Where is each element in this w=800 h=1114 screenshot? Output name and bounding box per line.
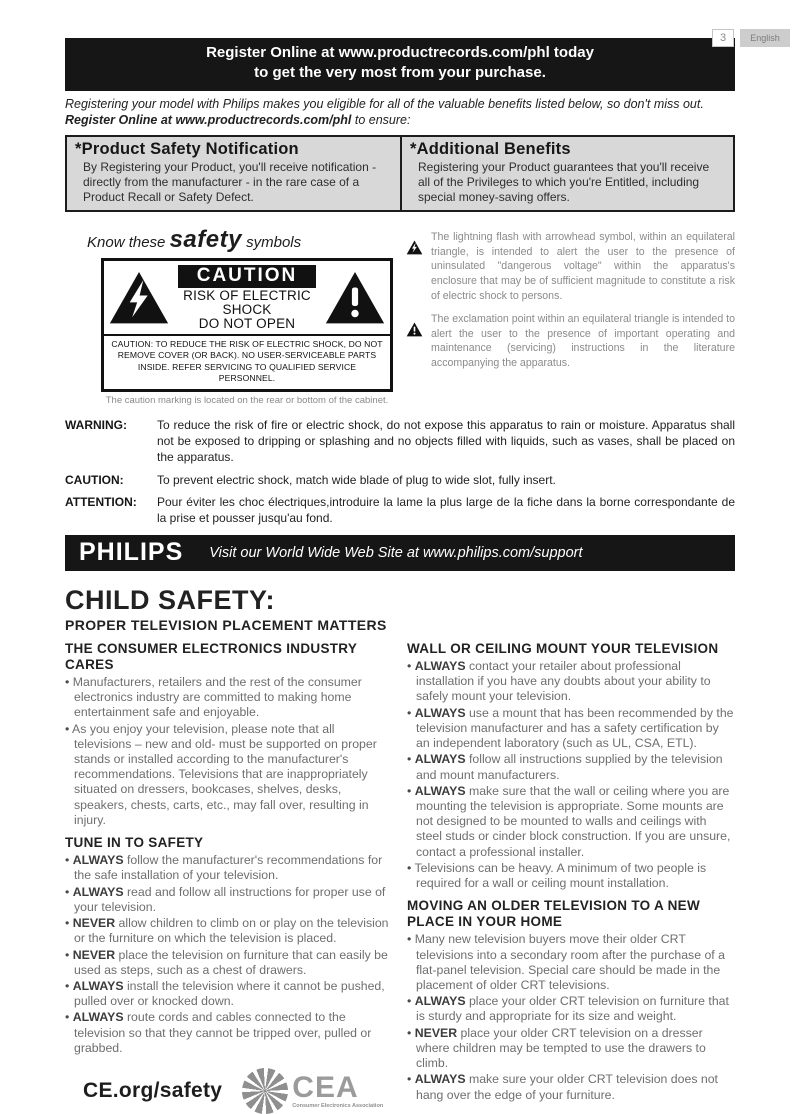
cea-logo (242, 1068, 383, 1114)
bullet-text: read and follow all instructions for proper use of your television. (74, 884, 386, 914)
bullet-text: follow all instructions supplied by the television and mount manufacturers. (416, 752, 723, 782)
list-item (407, 706, 735, 752)
bullet-text: route cords and cables connected to the television so that they cannot be tripped over, pulled or grabbed. (74, 1010, 372, 1055)
risk-line2: DO NOT OPEN (198, 316, 296, 332)
bullet-lead: ALWAYS (414, 658, 469, 673)
page-number: 3 (712, 29, 734, 47)
register-intro-line1: Registering your model with Philips makes you eligible for all of the valuable benefits listed below, so don't miss out. (65, 96, 704, 111)
bullet-lead: ALWAYS (72, 1010, 127, 1025)
bullet-text: place your older CRT television on furniture that is sturdy and appropriate for its size and weight. (416, 994, 729, 1024)
know-symbols-heading (87, 226, 400, 254)
caution-caption: The caution marking is located on the rear or bottom of the cabinet. (105, 395, 389, 407)
list-item (65, 948, 393, 978)
bullet-text: Televisions can be heavy. A minimum of two people is required for a wall or ceiling mount installation. (414, 860, 707, 891)
exclamation-triangle-icon (324, 270, 386, 326)
benefit-right-body: Registering your Product guarantees that you'll receive all of the Privileges to which you're Entitled, including special money-saving offers. (418, 160, 710, 204)
caution-word: CAUTION (178, 265, 316, 288)
benefits-box (65, 135, 735, 212)
benefit-product-safety (67, 137, 400, 210)
right-column (407, 641, 735, 1114)
list-item (407, 932, 735, 993)
section-heading-moving-tv: MOVING AN OLDER TELEVISION TO A NEW PLACE IN YOUR HOME (407, 898, 701, 930)
tune-in-list (65, 853, 393, 1056)
list-item (65, 853, 393, 883)
bullet-text: place your older CRT television on a dresser where children may be tempted to use the drawers to climb. (416, 1025, 706, 1071)
caution-graphic-area (65, 226, 400, 406)
child-safety-columns (65, 641, 735, 1114)
list-item (407, 861, 735, 891)
bullet-lead: ALWAYS (414, 994, 469, 1009)
philips-tagline: Visit our World Wide Web Site at www.philips.com/support (209, 544, 583, 561)
section-heading-industry-cares: THE CONSUMER ELECTRONICS INDUSTRY CARES (65, 640, 357, 672)
cea-wordmark (292, 1070, 384, 1109)
list-item (407, 659, 735, 705)
exclamation-explanation-text: The exclamation point within an equilateral triangle is intended to alert the user to the presence of important operating and maintenance (servicing) instructions in the literature accompanying the apparatus. (431, 313, 735, 369)
bullet-lead: ALWAYS (414, 783, 469, 798)
wall-mount-list (407, 659, 735, 892)
philips-logo: PHILIPS (79, 538, 184, 567)
ce-org-safety-text: CE.org/safety (83, 1079, 223, 1103)
attention-notice (65, 495, 735, 527)
list-item (65, 885, 393, 915)
child-safety-subtitle: PROPER TELEVISION PLACEMENT MATTERS (65, 616, 387, 633)
benefit-left-body: By Registering your Product, you'll receive notification - directly from the manufacturer - in the rare case of a Product Recall or Safety Defect. (83, 160, 377, 204)
know-heading-pre: Know these (87, 234, 170, 252)
know-heading-em: safety (169, 226, 242, 254)
bullet-lead: ALWAYS (414, 752, 469, 767)
risk-line1: RISK OF ELECTRIC SHOCK (183, 288, 311, 318)
cea-word: CEA (292, 1070, 359, 1104)
attention-label: ATTENTION: (65, 495, 137, 510)
list-item (407, 1072, 735, 1102)
lightning-triangle-small-icon (406, 240, 423, 255)
symbol-explanations (400, 226, 735, 406)
list-item (407, 1026, 735, 1072)
register-intro (65, 96, 735, 130)
bullet-lead: NEVER (414, 1025, 461, 1040)
caution-box-center (170, 265, 324, 332)
lightning-explanation-text: The lightning flash with arrowhead symbol, within an equilateral triangle, is intended to alert the user to the presence of uninsulated "dangerous voltage" within the apparatus's enclosure that may be of sufficient magnitude to constitute a risk of electric shock to persons. (431, 231, 735, 302)
cea-subtext: Consumer Electronics Association (292, 1102, 384, 1109)
bullet-text: Manufacturers, retailers and the rest of the consumer electronics industry are committed to making home entertainment safe and enjoyable. (72, 674, 362, 720)
register-banner (65, 38, 735, 91)
warning-label: WARNING: (65, 418, 127, 433)
list-item (65, 675, 393, 721)
benefit-right-title: *Additional Benefits (410, 140, 571, 159)
register-intro-line2 (65, 112, 735, 129)
footer-logos (83, 1068, 393, 1114)
section-heading-tune-in: TUNE IN TO SAFETY (65, 835, 204, 851)
caution-notice (65, 473, 735, 489)
language-tab: English (740, 29, 790, 47)
list-item (407, 784, 735, 860)
exclamation-explanation-row (406, 312, 735, 370)
caution-label: CAUTION: (65, 472, 124, 487)
bullet-text: Many new television buyers move their older CRT televisions into a secondary room after the purchase of a flat-panel television. Special care should be made in the placement of older CRT televisions. (414, 932, 725, 992)
bullet-lead: ALWAYS (72, 978, 127, 993)
left-column (65, 641, 393, 1114)
exclamation-triangle-small-icon (406, 322, 423, 337)
bullet-lead: ALWAYS (72, 853, 127, 868)
caution-text: To prevent electric shock, match wide blade of plug to wide slot, fully insert. (157, 472, 556, 487)
safety-symbols-section (65, 226, 735, 406)
benefit-additional (400, 137, 733, 210)
list-item (65, 916, 393, 946)
benefit-left-title: *Product Safety Notification (75, 140, 299, 159)
section-heading-wall-mount: WALL OR CEILING MOUNT YOUR TELEVISION (407, 640, 719, 656)
bullet-lead: NEVER (72, 916, 119, 931)
caution-box-text: CAUTION: TO REDUCE THE RISK OF ELECTRIC SHOCK, DO NOT REMOVE COVER (OR BACK). NO USER-SERVICEABLE PARTS INSIDE. REFER SERVICING TO QUALIFIED SERVICE PERSONNEL. (104, 334, 390, 389)
moving-tv-list (407, 932, 735, 1103)
cea-starburst-icon (242, 1068, 288, 1114)
bullet-lead: ALWAYS (414, 705, 469, 720)
bullet-text: follow the manufacturer's recommendations for the safe installation of your television. (74, 853, 383, 883)
caution-box-top (104, 261, 390, 334)
bullet-text: make sure your older CRT television does not hang over the edge of your furniture. (416, 1072, 718, 1102)
register-banner-line1: Register Online at www.productrecords.com/phl today (206, 44, 594, 61)
bullet-text: As you enjoy your television, please note that all televisions – new and old- must be supported on proper stands or installed according to the manufacturer's recommendations. Televisions that are inappropriately situated on dressers, bookcases, shelves, desks, speakers, chests, carts, etc., may fall over, resulting in injury. (72, 721, 377, 827)
child-safety-title: CHILD SAFETY: (65, 584, 275, 615)
bullet-lead: NEVER (72, 947, 119, 962)
list-item (407, 752, 735, 782)
bullet-text: make sure that the wall or ceiling where you are mounting the television is appropriate. Some mounts are not designed to be mounted to walls and ceilings with steel studs or cinder block construction. If you are unsure, contact a professional installer. (416, 783, 731, 859)
industry-cares-list (65, 675, 393, 828)
list-item (65, 979, 393, 1009)
list-item (407, 994, 735, 1024)
bullet-text: allow children to climb on or play on the television or the furniture on which the television is placed. (74, 916, 389, 946)
register-banner-line2: to get the very most from your purchase. (254, 64, 546, 82)
philips-bar (65, 535, 735, 571)
bullet-lead: ALWAYS (72, 884, 127, 899)
bullet-text: use a mount that has been recommended by the television manufacturer and has a safety certification by an independent laboratory (such as UL, CSA, ETL). (416, 705, 734, 751)
notices-section (65, 418, 735, 527)
bullet-text: install the television where it cannot be pushed, pulled over or knocked down. (74, 978, 385, 1009)
register-url-text: Register Online at www.productrecords.com/phl (65, 113, 352, 128)
bullet-text: contact your retailer about professional installation if you have any doubts about your ability to safely mount your television. (416, 658, 711, 704)
know-heading-post: symbols (241, 234, 302, 252)
list-item (65, 1010, 393, 1056)
caution-label-box (101, 258, 393, 392)
list-item (65, 722, 393, 829)
bullet-lead: ALWAYS (414, 1072, 469, 1087)
register-intro-line2-rest: to ensure: (351, 113, 411, 128)
bullet-text: place the television on furniture that can easily be used as steps, such as a chest of drawers. (74, 947, 388, 977)
attention-text: Pour éviter les choc électriques,introduire la lame la plus large de la fiche dans la borne correspondante de la prise et pousser jusqu'au fond. (157, 495, 735, 526)
lightning-explanation-row (406, 230, 735, 303)
warning-text: To reduce the risk of fire or electric shock, do not expose this apparatus to rain or moisture. Apparatus shall not be exposed to dripping or splashing and no objects filled with liquids, such as vases, shall be placed on the apparatus. (157, 418, 735, 464)
lightning-triangle-icon (108, 270, 170, 326)
warning-notice (65, 418, 735, 465)
page-header-tabs (712, 29, 790, 47)
